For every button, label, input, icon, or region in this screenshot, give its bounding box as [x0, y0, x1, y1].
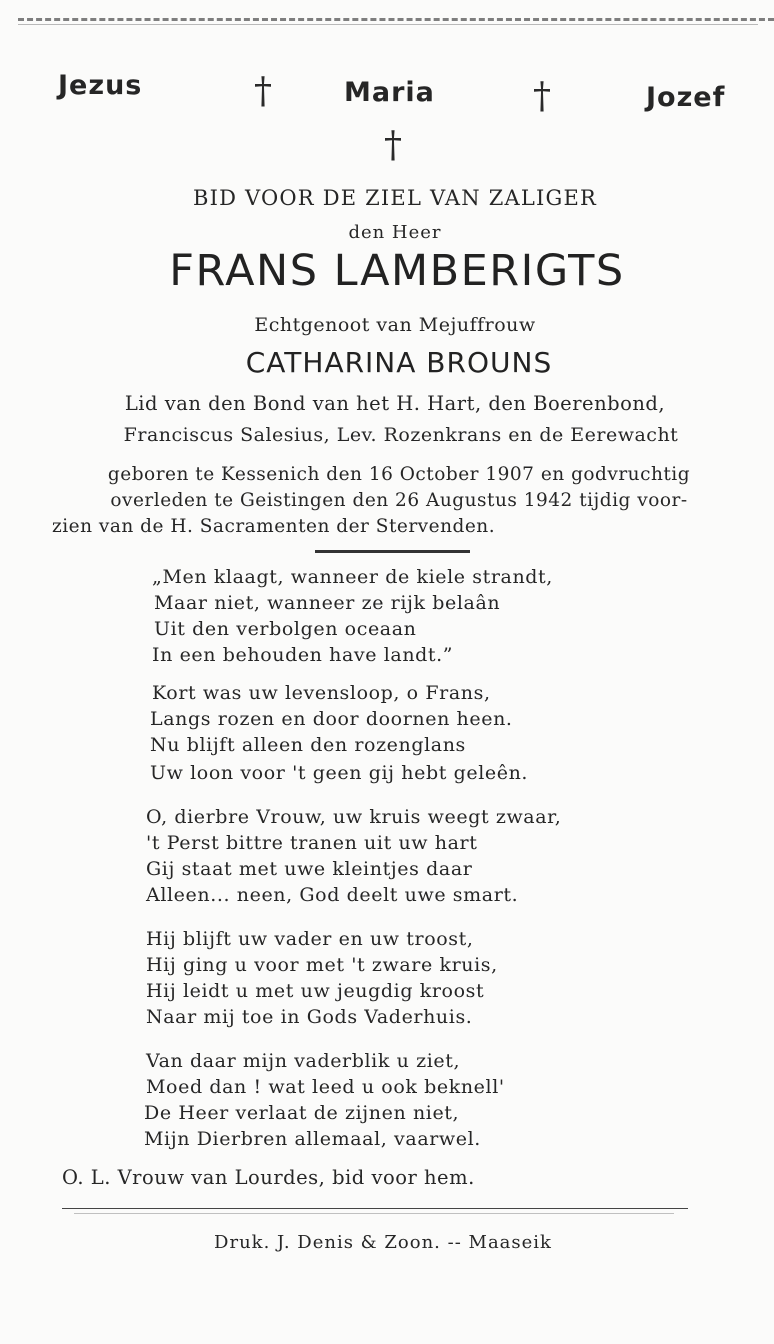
verse-line: Hij leidt u met uw jeugdig kroost [146, 980, 485, 1002]
verse-line: Hij blijft uw vader en uw troost, [146, 928, 474, 950]
membership-line-2: Franciscus Salesius, Lev. Rozenkrans en de Eerewacht [123, 424, 679, 446]
verse-line: Gij staat met uwe kleintjes daar [146, 858, 473, 880]
verse-line: Hij ging u voor met 't zware kruis, [146, 954, 498, 976]
verse-line: Kort was uw levensloop, o Frans, [152, 682, 491, 704]
verse-line: Van daar mijn vaderblik u ziet, [146, 1050, 461, 1072]
cross-icon: † [254, 71, 272, 112]
life-line-3: zien van de H. Sacramenten der Stervenden. [52, 516, 496, 537]
header-name-maria: Maria [344, 77, 435, 108]
verse-line: Uw loon voor 't geen gij hebt geleên. [150, 762, 529, 784]
section-divider [315, 550, 470, 553]
verse-line: Naar mij toe in Gods Vaderhuis. [146, 1006, 473, 1028]
top-edge-line [18, 24, 758, 25]
title-den-heer: den Heer [348, 222, 442, 243]
verse-line: Langs rozen en door doornen heen. [150, 708, 513, 730]
verse-line: „Men klaagt, wanneer de kiele strandt, [152, 566, 553, 588]
footer-rule-faint [74, 1213, 674, 1214]
verse-line: Moed dan ! wat leed u ook beknell' [146, 1076, 505, 1098]
center-cross-icon: † [384, 125, 402, 166]
verse-line: 't Perst bittre tranen uit uw hart [146, 832, 478, 854]
verse-line: Nu blijft alleen den rozenglans [150, 734, 466, 756]
prayer-heading: BID VOOR DE ZIEL VAN ZALIGER [192, 186, 598, 210]
spouse-name: CATHARINA BROUNS [245, 346, 553, 379]
header-name-jozef: Jozef [646, 82, 726, 113]
deceased-name: FRANS LAMBERIGTS [169, 246, 625, 296]
verse-line: Mijn Dierbren allemaal, vaarwel. [144, 1128, 481, 1150]
cross-icon: † [533, 76, 551, 117]
verse-line: Maar niet, wanneer ze rijk belaân [154, 592, 501, 614]
verse-line: De Heer verlaat de zijnen niet, [144, 1102, 460, 1124]
header-name-jezus: Jezus [58, 70, 143, 101]
life-line-2: overleden te Geistingen den 26 Augustus 1942 tijdig voor- [110, 490, 688, 511]
spouse-intro: Echtgenoot van Mejuffrouw [254, 314, 536, 336]
membership-line-1: Lid van den Bond van het H. Hart, den Boerenbond, [124, 392, 666, 415]
verse-line: Uit den verbolgen oceaan [154, 618, 417, 640]
life-line-1: geboren te Kessenich den 16 October 1907 en godvruchtig [107, 464, 691, 485]
printer-credit: Druk. J. Denis & Zoon. -- Maaseik [214, 1232, 552, 1253]
top-torn-edge [18, 18, 774, 21]
verse-line: In een behouden have landt.” [152, 644, 454, 666]
closing-invocation: O. L. Vrouw van Lourdes, bid voor hem. [62, 1166, 475, 1189]
footer-rule [62, 1208, 688, 1209]
verse-line: O, dierbre Vrouw, uw kruis weegt zwaar, [146, 806, 562, 828]
verse-line: Alleen... neen, God deelt uwe smart. [146, 884, 519, 906]
